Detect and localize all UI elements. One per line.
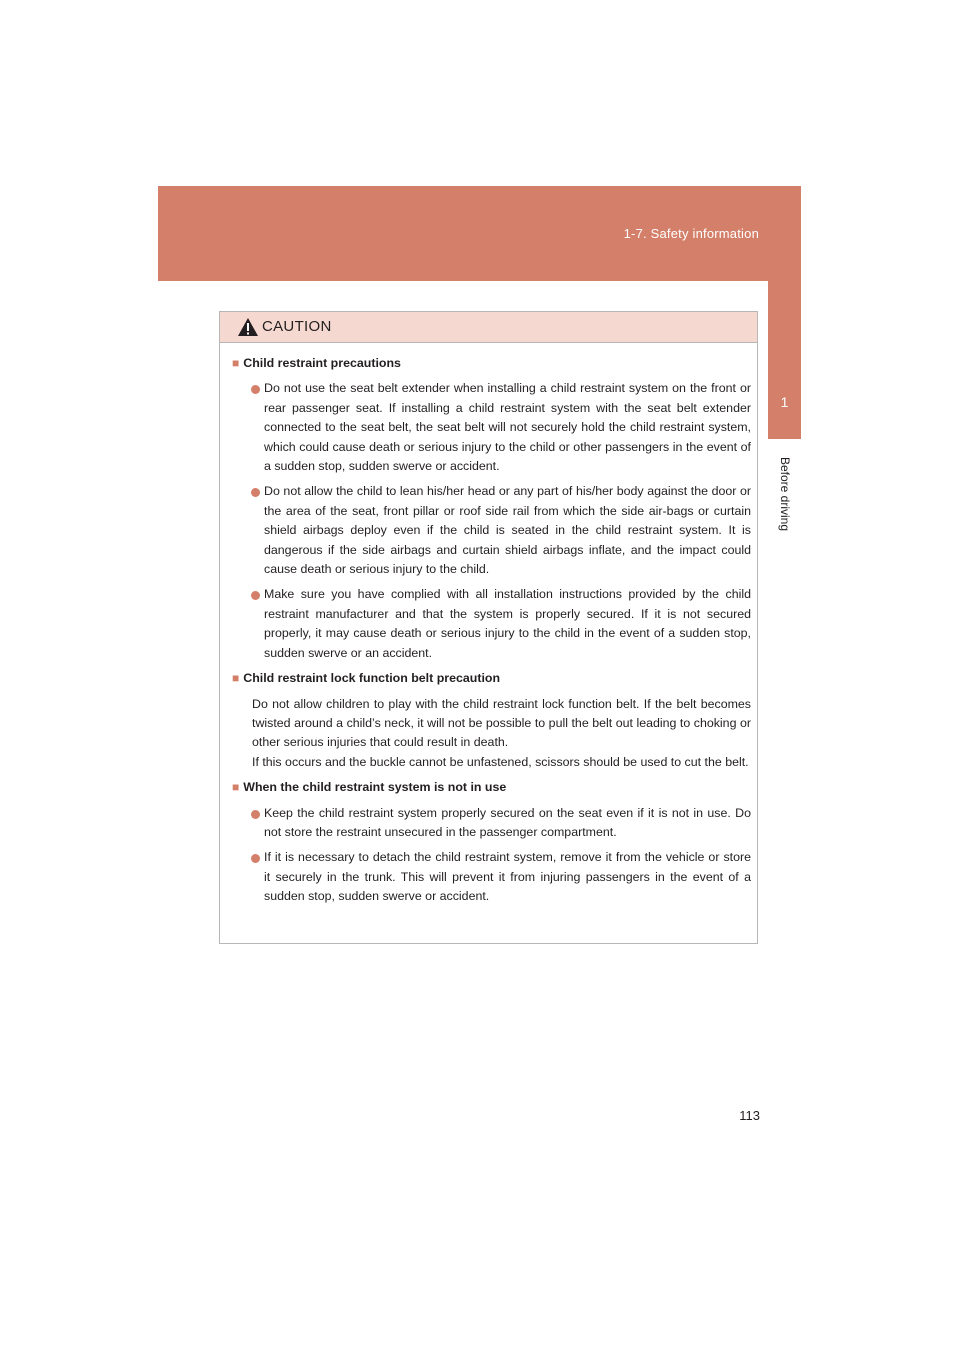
round-bullet-icon	[251, 854, 260, 863]
section-title: 1-7. Safety information	[623, 226, 759, 241]
square-bullet-icon: ■	[232, 356, 240, 370]
section-heading: ■ When the child restraint system is not in use	[232, 780, 507, 795]
round-bullet-icon	[251, 810, 260, 819]
page-number: 113	[739, 1108, 760, 1123]
section-paragraph: Do not allow children to play with the child restraint lock function belt. If the belt becomes twisted around a child’s neck, it will not be possible to pull the belt out leading to choking or other serious injuries that could result in death. If this occurs and the buckle cannot be unfastened, scissors should be used to cut the belt.	[252, 696, 751, 769]
round-bullet-icon	[251, 591, 260, 600]
chapter-tab	[768, 281, 801, 439]
chapter-number: 1	[780, 394, 789, 410]
chapter-name	[768, 439, 801, 549]
caution-body	[220, 343, 757, 907]
bullet-item: Keep the child restraint system properly secured on the seat even if it is not in use. Do not store the restraint unsecured in the passenger compartment.	[244, 804, 751, 843]
caution-header	[220, 312, 757, 343]
caution-box	[219, 311, 758, 944]
warning-triangle-icon	[237, 317, 259, 337]
chapter-name-label: Before driving	[777, 456, 792, 532]
square-bullet-icon: ■	[232, 671, 240, 686]
header-band	[158, 186, 801, 281]
section-heading: ■ Child restraint precautions	[232, 356, 401, 370]
round-bullet-icon	[251, 488, 260, 497]
bullet-item: Do not use the seat belt extender when installing a child restraint system on the front or rear passenger seat. If installing a child restraint system with the seat belt extender connected to the seat belt, the seat belt will not securely hold the child restraint system, which could cause death or serious injury to the child or other passengers in the event of a sudden stop, sudden swerve or accident.	[244, 379, 751, 476]
bullet-item: If it is necessary to detach the child restraint system, remove it from the vehicle or store it securely in the trunk. This will prevent it from injuring passengers in the event of a sudden stop, sudden swerve or accident.	[244, 848, 751, 906]
caution-label: CAUTION	[262, 318, 332, 335]
bullet-item: Make sure you have complied with all installation instructions provided by the child restraint manufacturer and that the system is properly secured. If it is not secured properly, it may cause death or serious injury to the child in the event of a sudden stop, sudden swerve or an accident.	[244, 585, 751, 663]
round-bullet-icon	[251, 385, 260, 394]
square-bullet-icon: ■	[232, 780, 240, 795]
bullet-item: Do not allow the child to lean his/her head or any part of his/her body against the door or the area of the seat, front pillar or roof side rail from which the side air-bags or curtain shield airbags deploy even if the child is seated in the child restraint system. It is dangerous if the side airbags and curtain shield airbags inflate, and the impact could cause death or serious injury to the child.	[244, 482, 751, 579]
section-heading: ■ Child restraint lock function belt precaution	[232, 671, 501, 686]
